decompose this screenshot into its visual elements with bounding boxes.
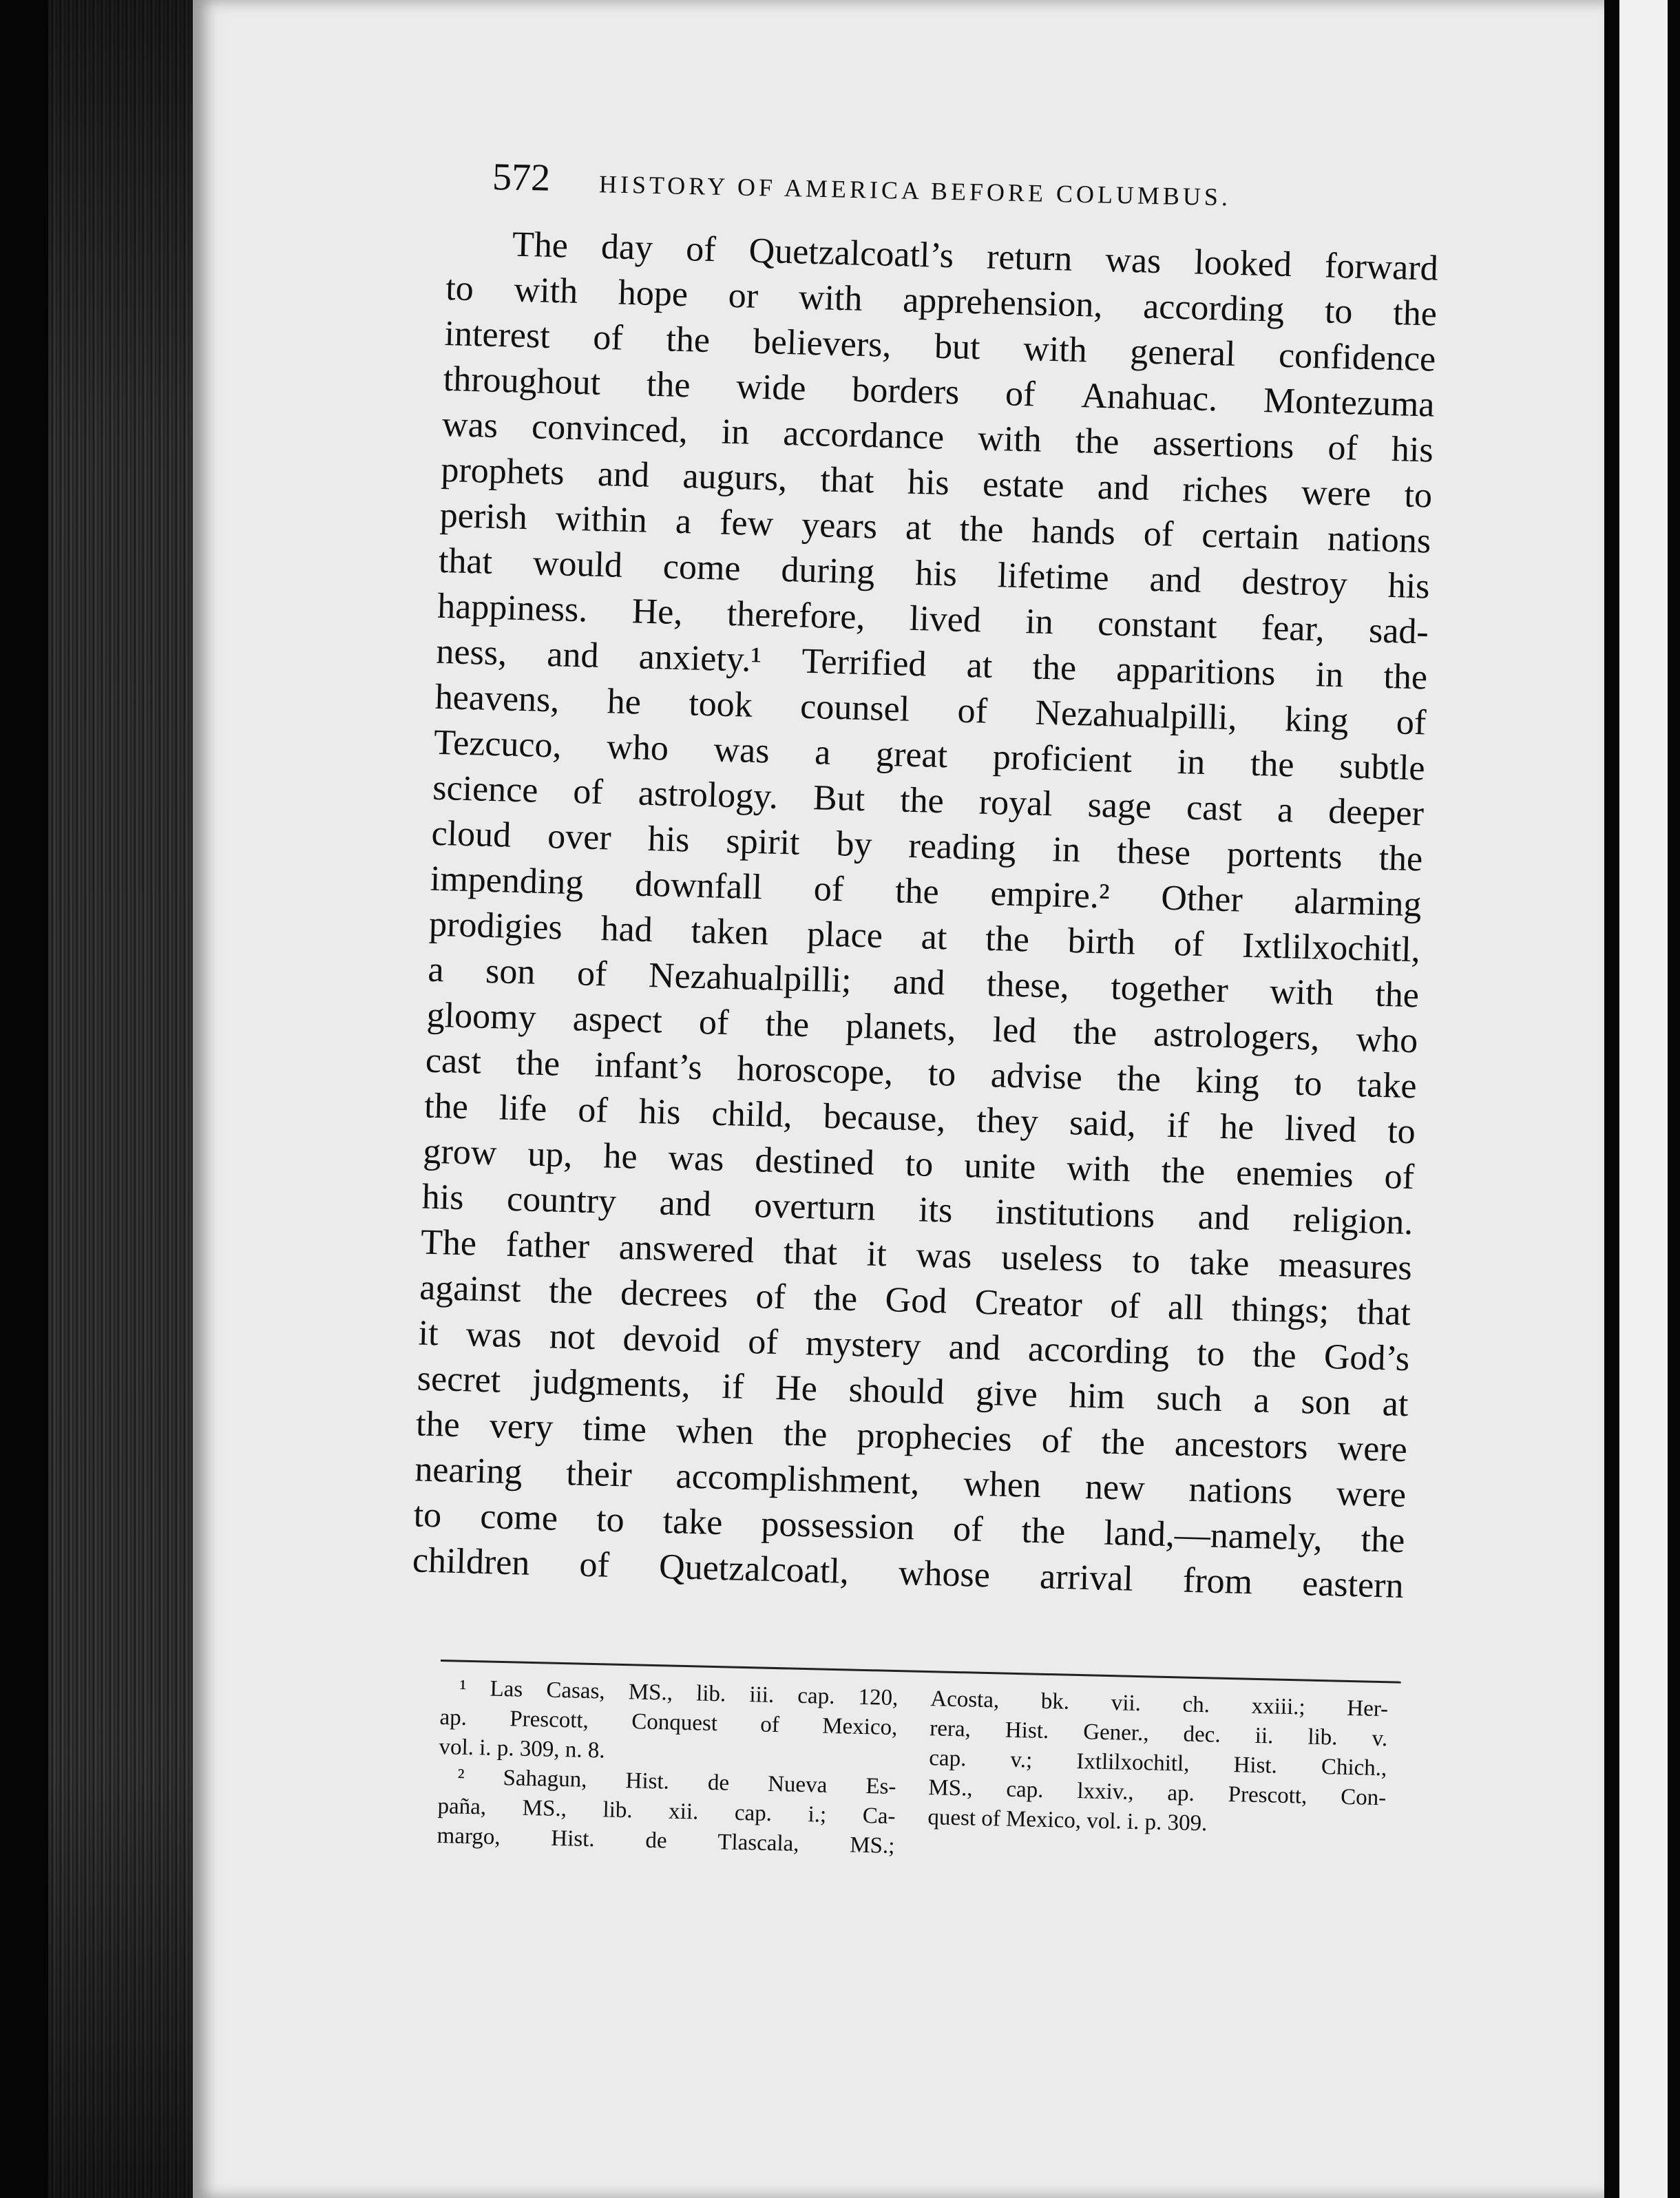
text-line: science of astrology. But the royal sage cast a deeper bbox=[432, 768, 1425, 834]
text-line: nearing their accomplishment, when new nations were bbox=[414, 1449, 1407, 1516]
text-line: cloud over his spirit by reading in these portents the bbox=[430, 813, 1423, 879]
footnote-line: MS., cap. lxxiv., ap. Prescott, Con- bbox=[928, 1775, 1387, 1811]
text-line: to come to take possession of the land,—namely, the bbox=[413, 1495, 1405, 1561]
footnote-line: rera, Hist. Gener., dec. ii. lib. v. bbox=[929, 1716, 1388, 1752]
text-line: Tezcuco, who was a great proficient in the subtle bbox=[433, 722, 1426, 788]
text-line: the very time when the prophecies of the ancestors were bbox=[415, 1404, 1408, 1470]
text-line: happiness. He, therefore, lived in constant fear, sad- bbox=[437, 586, 1429, 652]
text-line: The day of Quetzalcoatl’s return was looked forward bbox=[512, 224, 1439, 289]
footnote-line: ¹ Las Casas, MS., lib. iii. cap. 120, bbox=[459, 1675, 899, 1711]
text-line: throughout the wide borders of Anahuac. Montezuma bbox=[443, 359, 1436, 425]
text-line: impending downfall of the empire.² Other alarming bbox=[430, 859, 1422, 925]
footnotes bbox=[436, 1673, 1404, 1902]
text-line: against the decrees of the God Creator of all things; that bbox=[419, 1268, 1411, 1334]
page-number: 572 bbox=[492, 156, 551, 200]
text-line: secret judgments, if He should give him such a son at bbox=[417, 1359, 1409, 1425]
footnote-line: vol. i. p. 309, n. 8. bbox=[439, 1734, 606, 1763]
text-line: grow up, he was destined to unite with the enemies of bbox=[422, 1131, 1415, 1197]
footnote-line: quest of Mexico, vol. i. p. 309. bbox=[927, 1805, 1208, 1836]
text-line: the life of his child, because, they said, if he lived to bbox=[423, 1086, 1416, 1152]
text-line: interest of the believers, but with general confidence bbox=[443, 313, 1436, 379]
running-head: HISTORY OF AMERICA BEFORE COLUMBUS. bbox=[598, 170, 1232, 211]
facing-page-sliver bbox=[1619, 0, 1668, 2198]
facing-page-edge bbox=[1604, 0, 1680, 2198]
footnote-line: Acosta, bk. vii. ch. xxiii.; Her- bbox=[930, 1686, 1389, 1722]
footnotes-right-column bbox=[927, 1684, 1389, 1843]
footnote-line: margo, Hist. de Tlascala, MS.; bbox=[437, 1823, 895, 1859]
text-line: a son of Nezahualpilli; and these, together with the bbox=[427, 950, 1420, 1016]
text-line: prophets and augurs, that his estate and riches were to bbox=[440, 450, 1433, 516]
text-line: children of Quetzalcoatl, whose arrival from eastern bbox=[412, 1540, 1405, 1606]
text-line: cast the infant’s horoscope, to advise the king to take bbox=[425, 1040, 1418, 1107]
footnotes-left-column bbox=[437, 1673, 899, 1861]
text-line: was convinced, in accordance with the assertions of his bbox=[441, 404, 1434, 470]
footnote-line: ap. Prescott, Conquest of Mexico, bbox=[439, 1704, 898, 1741]
text-line: perish within a few years at the hands of certain nations bbox=[439, 495, 1431, 561]
book-page-edges bbox=[48, 0, 200, 2198]
text-line: it was not devoid of mystery and according to the God’s bbox=[417, 1313, 1410, 1379]
footnote-line: ² Sahagun, Hist. de Nueva Es- bbox=[457, 1764, 896, 1800]
text-line: his country and overturn its institutions and religion. bbox=[421, 1177, 1414, 1243]
text-line: The father answered that it was useless to take measures bbox=[420, 1222, 1413, 1288]
footnote-line: cap. v.; Ixtlilxochitl, Hist. Chich., bbox=[928, 1746, 1387, 1781]
text-line: that would come during his lifetime and destroy his bbox=[438, 541, 1431, 607]
text-line: gloomy aspect of the planets, led the astrologers, who bbox=[426, 995, 1418, 1061]
body-text bbox=[412, 220, 1438, 1609]
footnote-line: paña, MS., lib. xii. cap. i.; Ca- bbox=[437, 1793, 896, 1830]
text-line: heavens, he took counsel of Nezahualpilli, king of bbox=[434, 677, 1427, 743]
text-line: ness, and anxiety.¹ Terrified at the apparitions in the bbox=[435, 631, 1428, 698]
text-line: to with hope or with apprehension, according to the bbox=[445, 268, 1438, 334]
text-line: prodigies had taken place at the birth of Ixtlilxochitl, bbox=[428, 904, 1421, 970]
